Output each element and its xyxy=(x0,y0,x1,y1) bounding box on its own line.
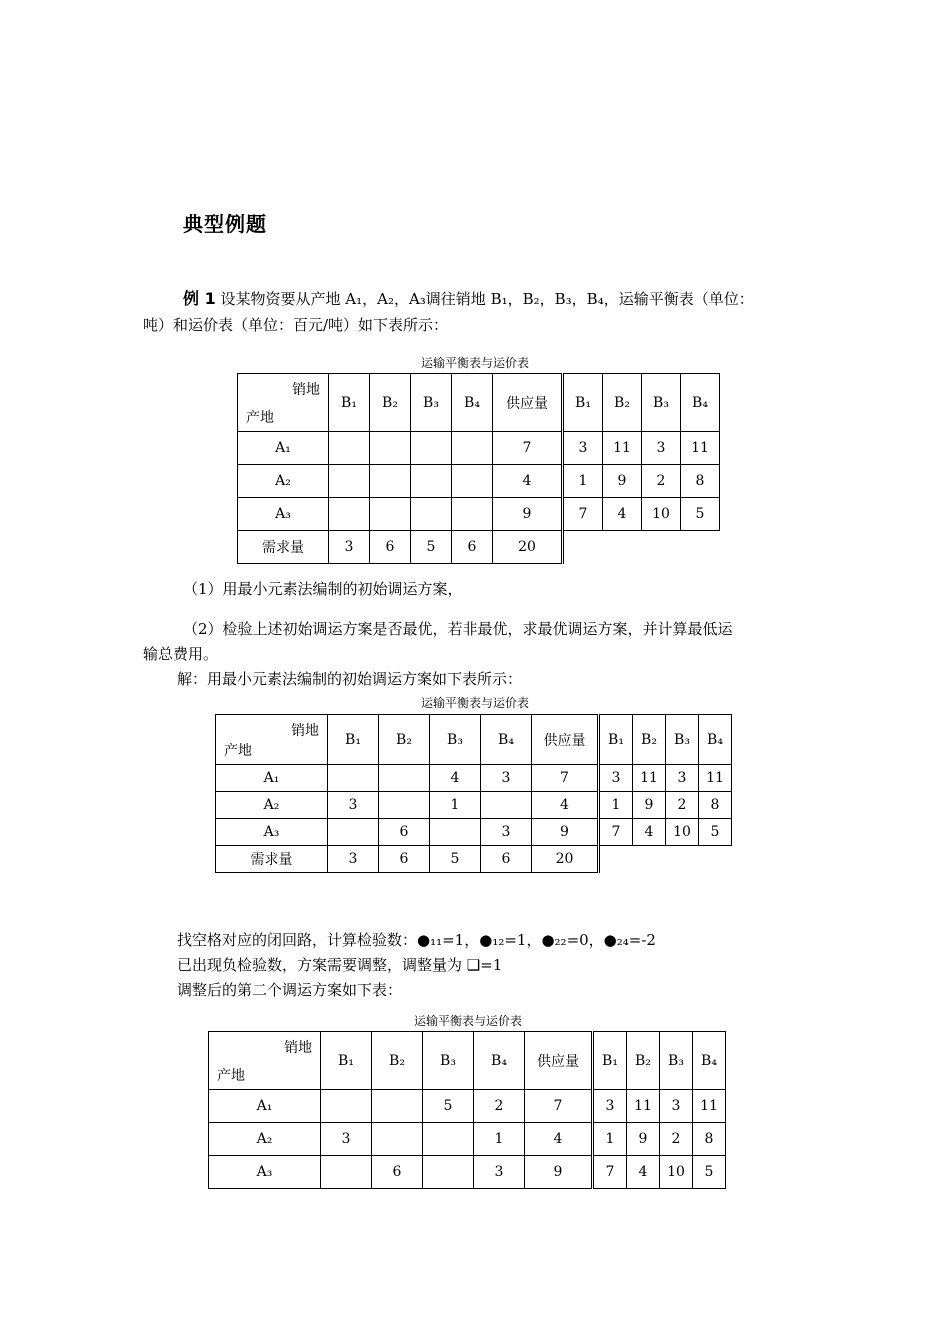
table-cell: 3 xyxy=(642,432,681,465)
table-cell xyxy=(642,531,681,564)
table-cell: 1 xyxy=(563,465,603,498)
table-cell: B₃ xyxy=(666,715,699,765)
table-cell xyxy=(370,465,411,498)
table-cell xyxy=(430,819,481,846)
table-cell: 5 xyxy=(681,498,720,531)
table3 xyxy=(208,1031,726,1189)
table-cell: 4 xyxy=(603,498,642,531)
table-cell xyxy=(379,792,430,819)
table-cell: 3 xyxy=(593,1090,627,1123)
table-cell: 6 xyxy=(372,1156,423,1189)
table-cell: A₃ xyxy=(209,1156,321,1189)
row-a2: A₂ xyxy=(238,465,329,498)
table-cell: 2 xyxy=(642,465,681,498)
table-cell: 3 xyxy=(474,1156,525,1189)
cost-col-b1: B₁ xyxy=(563,374,603,432)
table-cell: 供应量 xyxy=(532,715,599,765)
table-cell: B₃ xyxy=(660,1032,693,1090)
table-cell: 5 xyxy=(693,1156,726,1189)
table2 xyxy=(215,714,732,873)
table-cell xyxy=(599,846,633,873)
table-cell xyxy=(379,765,430,792)
table-cell xyxy=(329,465,370,498)
table-cell: 9 xyxy=(532,819,599,846)
table-cell: A₃ xyxy=(216,819,328,846)
table-cell: 9 xyxy=(633,792,666,819)
table-cell: 7 xyxy=(532,765,599,792)
table-cell xyxy=(423,1156,474,1189)
table-cell: 7 xyxy=(599,819,633,846)
table-cell: 9 xyxy=(603,465,642,498)
table3-caption: 运输平衡表与运价表 xyxy=(413,1014,522,1028)
table-cell xyxy=(321,1090,372,1123)
table-cell: 11 xyxy=(603,432,642,465)
table-cell: 3 xyxy=(666,765,699,792)
table-cell: B₄ xyxy=(474,1032,525,1090)
table-cell xyxy=(699,846,732,873)
table1 xyxy=(237,373,720,564)
col-b1: B₁ xyxy=(329,374,370,432)
table-cell: 5 xyxy=(699,819,732,846)
table-cell xyxy=(481,792,532,819)
table-cell: 5 xyxy=(423,1090,474,1123)
table-cell xyxy=(411,498,452,531)
table-cell: 10 xyxy=(666,819,699,846)
table-cell: 11 xyxy=(627,1090,660,1123)
table-cell: 9 xyxy=(525,1156,593,1189)
table-cell: 4 xyxy=(633,819,666,846)
table-cell: 6 xyxy=(370,531,411,564)
table-cell xyxy=(603,531,642,564)
table-cell: 3 xyxy=(660,1090,693,1123)
table-cell: A₂ xyxy=(209,1123,321,1156)
table-cell xyxy=(370,498,411,531)
table-cell: 10 xyxy=(660,1156,693,1189)
example-text-2: 吨）和运价表（单位：百元/吨）如下表所示： xyxy=(143,316,449,334)
table-cell xyxy=(321,1156,372,1189)
table-cell: A₁ xyxy=(216,765,328,792)
section-heading: 典型例题 xyxy=(183,212,267,236)
table-cell: 8 xyxy=(681,465,720,498)
table-cell: A₁ xyxy=(209,1090,321,1123)
table-cell: 11 xyxy=(693,1090,726,1123)
table-cell: 3 xyxy=(328,792,379,819)
table-cell: 6 xyxy=(481,846,532,873)
check-line3: 调整后的第二个调运方案如下表： xyxy=(177,981,403,999)
corner-header: 销地 产地 xyxy=(238,374,329,432)
supply-header: 供应量 xyxy=(493,374,563,432)
table-cell: 10 xyxy=(642,498,681,531)
table-cell: 6 xyxy=(379,846,430,873)
table-cell: 1 xyxy=(430,792,481,819)
supply-total: 20 xyxy=(493,531,563,564)
table-cell: 3 xyxy=(481,765,532,792)
question-2-line2: 输总费用。 xyxy=(143,645,219,663)
table-cell: 4 xyxy=(532,792,599,819)
table-cell xyxy=(633,846,666,873)
table-cell xyxy=(681,531,720,564)
table-cell: B₁ xyxy=(593,1032,627,1090)
row-a1: A₁ xyxy=(238,432,329,465)
table-cell: 1 xyxy=(599,792,633,819)
check-line2: 已出现负检验数，方案需要调整，调整量为 ❑=1 xyxy=(177,956,503,974)
table-cell: 9 xyxy=(627,1123,660,1156)
table-cell: 4 xyxy=(525,1123,593,1156)
table1-caption: 运输平衡表与运价表 xyxy=(420,356,529,370)
table-cell: B₁ xyxy=(321,1032,372,1090)
table-cell xyxy=(452,465,493,498)
question-2-line1: （2）检验上述初始调运方案是否最优，若非最优，求最优调运方案，并计算最低运 xyxy=(183,620,733,638)
table2-caption: 运输平衡表与运价表 xyxy=(420,696,529,710)
table-cell xyxy=(452,498,493,531)
check-line1: 找空格对应的闭回路，计算检验数：●₁₁=1，●₁₂=1，●₂₂=0，●₂₄=-2 xyxy=(177,931,656,949)
table-cell: 5 xyxy=(430,846,481,873)
table-cell: B₃ xyxy=(430,715,481,765)
table-cell: 11 xyxy=(633,765,666,792)
table-cell: 11 xyxy=(699,765,732,792)
table-cell: A₂ xyxy=(216,792,328,819)
table-cell: 3 xyxy=(599,765,633,792)
cost-col-b2: B₂ xyxy=(603,374,642,432)
table-cell: 3 xyxy=(481,819,532,846)
table-cell xyxy=(423,1123,474,1156)
table-cell: B₁ xyxy=(328,715,379,765)
table-cell xyxy=(329,498,370,531)
table-cell xyxy=(666,846,699,873)
demand-header: 需求量 xyxy=(238,531,329,564)
col-b4: B₄ xyxy=(452,374,493,432)
cost-col-b3: B₃ xyxy=(642,374,681,432)
table-cell: 4 xyxy=(430,765,481,792)
cost-col-b4: B₄ xyxy=(681,374,720,432)
example-line1 xyxy=(183,287,754,311)
table-cell: B₄ xyxy=(693,1032,726,1090)
table-cell xyxy=(563,531,603,564)
table-cell: 7 xyxy=(563,498,603,531)
table-cell xyxy=(328,765,379,792)
table-cell xyxy=(370,432,411,465)
table-cell: 3 xyxy=(329,531,370,564)
table-cell: 需求量 xyxy=(216,846,328,873)
table-cell xyxy=(329,432,370,465)
corner-header: 销地 产地 xyxy=(216,715,328,765)
col-b2: B₂ xyxy=(370,374,411,432)
table-cell: B₄ xyxy=(481,715,532,765)
example-text-1: 设某物资要从产地 A₁，A₂，A₃调往销地 B₁，B₂，B₃，B₄，运输平衡表（单位： xyxy=(220,290,754,308)
table-cell xyxy=(411,432,452,465)
table-cell: 1 xyxy=(593,1123,627,1156)
table-cell: B₂ xyxy=(372,1032,423,1090)
table-cell: 20 xyxy=(532,846,599,873)
table-cell xyxy=(411,465,452,498)
table-cell: 2 xyxy=(474,1090,525,1123)
table-cell: 8 xyxy=(699,792,732,819)
row-a3: A₃ xyxy=(238,498,329,531)
supply-a3: 9 xyxy=(493,498,563,531)
table-cell xyxy=(328,819,379,846)
table-cell: 5 xyxy=(411,531,452,564)
table-cell: 7 xyxy=(593,1156,627,1189)
table-cell: 3 xyxy=(563,432,603,465)
table-cell xyxy=(372,1090,423,1123)
table-cell: B₃ xyxy=(423,1032,474,1090)
table-cell: 供应量 xyxy=(525,1032,593,1090)
table-cell: 6 xyxy=(452,531,493,564)
table-cell: 3 xyxy=(321,1123,372,1156)
supply-a1: 7 xyxy=(493,432,563,465)
table-cell: B₂ xyxy=(627,1032,660,1090)
table-cell: 2 xyxy=(660,1123,693,1156)
table-cell: 3 xyxy=(328,846,379,873)
table-cell: 2 xyxy=(666,792,699,819)
table-cell: 4 xyxy=(627,1156,660,1189)
table-cell: 8 xyxy=(693,1123,726,1156)
corner-header: 销地 产地 xyxy=(209,1032,321,1090)
table-cell xyxy=(452,432,493,465)
solution-text: 解：用最小元素法编制的初始调运方案如下表所示： xyxy=(177,670,523,688)
table-cell: B₂ xyxy=(379,715,430,765)
supply-a2: 4 xyxy=(493,465,563,498)
table-cell: 7 xyxy=(525,1090,593,1123)
col-b3: B₃ xyxy=(411,374,452,432)
question-1: （1）用最小元素法编制的初始调运方案， xyxy=(183,580,463,598)
table-cell: 1 xyxy=(474,1123,525,1156)
table-cell: 11 xyxy=(681,432,720,465)
table-cell: B₄ xyxy=(699,715,732,765)
table-cell xyxy=(372,1123,423,1156)
table-cell: 6 xyxy=(379,819,430,846)
table-cell: B₂ xyxy=(633,715,666,765)
table-cell: B₁ xyxy=(599,715,633,765)
example-label: 例 1 xyxy=(183,289,216,308)
